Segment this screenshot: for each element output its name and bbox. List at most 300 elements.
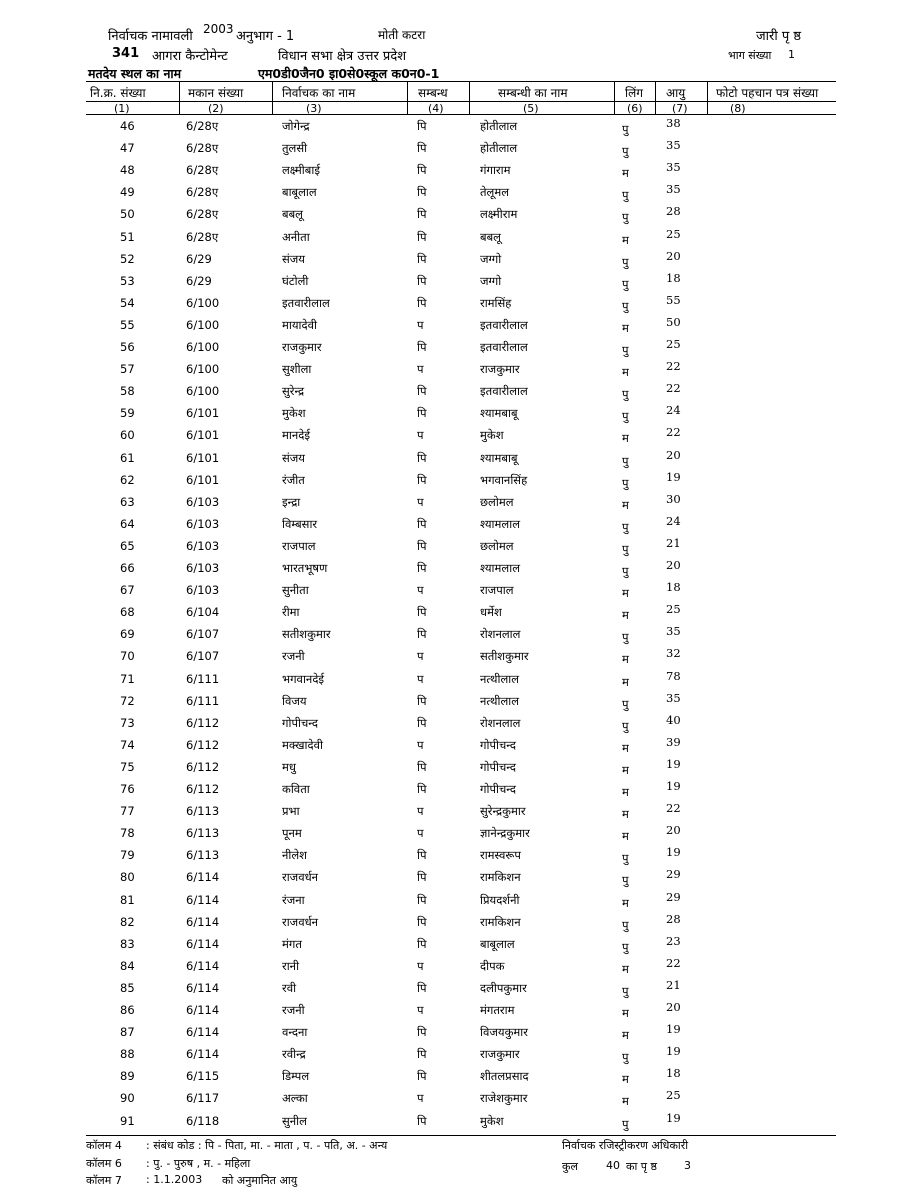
col-divider (469, 81, 470, 115)
cell-elector-name: गोपीचन्द (282, 715, 318, 730)
cell-serial: 75 (120, 759, 135, 774)
cell-elector-name: अल्का (282, 1091, 308, 1106)
cell-serial: 54 (120, 295, 135, 310)
cell-age: 35 (666, 182, 681, 197)
table-row (0, 889, 900, 913)
cell-serial: 83 (120, 936, 135, 951)
cell-relative-name: नत्थीलाल (480, 671, 520, 686)
cell-serial: 77 (120, 804, 135, 819)
table-row (0, 491, 900, 515)
cell-age: 19 (666, 1022, 681, 1037)
footer-col7-text: को अनुमानित आयु (222, 1174, 298, 1187)
cell-relation: प (417, 804, 424, 819)
cell-relative-name: गोपीचन्द (480, 737, 516, 752)
cell-relation: पि (417, 141, 427, 156)
col-divider (272, 81, 273, 115)
cell-sex: पु (622, 718, 629, 733)
table-row (0, 734, 900, 758)
cell-sex: म (622, 1028, 629, 1043)
cell-elector-name: राजकुमार (282, 340, 322, 354)
cell-relative-name: ज्ञानेन्द्रकुमार (480, 826, 530, 841)
cell-house-number: 6/117 (186, 1091, 220, 1106)
table-row (0, 447, 900, 471)
cell-age: 21 (666, 977, 681, 992)
cell-relation: पि (417, 759, 427, 774)
cell-age: 25 (666, 226, 681, 241)
constituency-name: आगरा कैन्टोमेन्ट (152, 49, 228, 64)
cell-age: 25 (666, 337, 681, 351)
cell-age: 35 (666, 624, 681, 639)
cell-serial: 57 (120, 362, 135, 377)
cell-sex: म (622, 431, 629, 446)
cell-age: 28 (666, 911, 681, 926)
cell-elector-name: इन्द्रा (282, 494, 301, 509)
cell-serial: 84 (120, 958, 135, 973)
cell-relation: पि (417, 870, 427, 885)
cell-relative-name: तेलूमल (480, 185, 510, 200)
cell-house-number: 6/107 (186, 649, 220, 664)
col-number: (1) (114, 102, 130, 115)
cell-elector-name: भगवानदेई (282, 671, 325, 686)
cell-sex: पु (622, 851, 629, 866)
cell-sex: म (622, 232, 629, 247)
table-row (0, 1110, 900, 1134)
cell-sex: पु (622, 298, 629, 313)
table-row (0, 182, 900, 205)
cell-sex: पु (622, 122, 629, 136)
cell-serial: 72 (120, 693, 135, 708)
cell-house-number: 6/101 (186, 428, 220, 443)
cell-relative-name: नत्थीलाल (480, 693, 520, 708)
table-row (0, 690, 900, 714)
cell-age: 30 (666, 491, 681, 506)
cell-house-number: 6/114 (186, 1003, 220, 1017)
cell-house-number: 6/100 (186, 295, 220, 310)
cell-house-number: 6/113 (186, 826, 220, 841)
cell-sex: पु (622, 453, 629, 468)
cell-house-number: 6/28ए (186, 229, 219, 244)
cell-age: 19 (666, 1044, 681, 1059)
polling-station-label: मतदेय स्थल का नाम (88, 66, 182, 81)
cell-elector-name: डिम्पल (282, 1069, 310, 1084)
cell-sex: म (622, 365, 629, 380)
cell-relative-name: बबलू (480, 229, 501, 244)
cell-sex: पु (622, 541, 629, 556)
cell-relation: पि (417, 914, 427, 929)
cell-serial: 74 (120, 737, 135, 752)
cell-relative-name: मुकेश (480, 1113, 504, 1128)
cell-elector-name: संजय (282, 450, 305, 465)
cell-house-number: 6/111 (186, 693, 220, 708)
table-row (0, 845, 900, 868)
cell-relative-name: बाबूलाल (480, 936, 515, 951)
cell-relation: पि (417, 980, 427, 995)
cell-age: 55 (666, 292, 681, 307)
table-row (0, 712, 900, 736)
cell-sex: पु (622, 630, 629, 645)
table-row (0, 425, 900, 448)
cell-relative-name: सतीशकुमार (480, 649, 529, 664)
cell-sex: म (622, 608, 629, 623)
cell-elector-name: तुलसी (282, 141, 308, 156)
cell-elector-name: सुनील (282, 1113, 307, 1128)
table-row (0, 513, 900, 537)
cell-relative-name: राजेशकुमार (480, 1091, 528, 1106)
cell-serial: 90 (120, 1091, 135, 1106)
cell-house-number: 6/114 (186, 892, 220, 907)
cell-relation: पि (417, 538, 427, 553)
cell-relative-name: रामसिंह (480, 295, 512, 310)
cell-age: 40 (666, 712, 681, 727)
col-number: (2) (208, 102, 224, 115)
table-row (0, 138, 900, 161)
cell-serial: 88 (120, 1047, 135, 1062)
cell-house-number: 6/101 (186, 406, 220, 421)
cell-age: 18 (666, 270, 681, 285)
cell-age: 20 (666, 558, 681, 572)
cell-relation: पि (417, 185, 427, 200)
col-header-elector: निर्वाचक का नाम (282, 86, 356, 100)
cell-age: 35 (666, 160, 681, 175)
cell-house-number: 6/113 (186, 804, 220, 819)
cell-house-number: 6/114 (186, 958, 220, 973)
cell-serial: 50 (120, 207, 135, 222)
cell-sex: म (622, 320, 629, 335)
cell-relative-name: मंगतराम (480, 1003, 515, 1017)
cell-relative-name: दलीपकुमार (480, 980, 527, 995)
cell-elector-name: बबलू (282, 207, 303, 222)
cell-age: 21 (666, 535, 681, 550)
cell-relative-name: विजयकुमार (480, 1025, 528, 1040)
cell-elector-name: भारतभूषण (282, 561, 328, 575)
cell-house-number: 6/114 (186, 980, 220, 995)
cell-elector-name: रजनी (282, 1003, 305, 1017)
cell-house-number: 6/100 (186, 384, 220, 399)
roll-title: निर्वाचक नामावली (108, 29, 193, 44)
cell-elector-name: मायादेवी (282, 317, 317, 332)
cell-age: 19 (666, 779, 681, 793)
cell-serial: 56 (120, 340, 135, 354)
table-row (0, 624, 900, 647)
cell-serial: 68 (120, 605, 135, 620)
table-row (0, 337, 900, 360)
cell-serial: 63 (120, 494, 135, 509)
table-row (0, 1022, 900, 1045)
cell-serial: 81 (120, 892, 135, 907)
table-row (0, 1044, 900, 1067)
cell-elector-name: मधु (282, 759, 296, 774)
cell-sex: पु (622, 564, 629, 578)
cell-relative-name: राजकुमार (480, 1047, 520, 1062)
col-divider (179, 81, 180, 115)
assembly-name: विधान सभा क्षेत्र उत्तर प्रदेश (278, 49, 407, 64)
cell-sex: पु (622, 210, 629, 225)
cell-age: 19 (666, 756, 681, 771)
cell-relation: प (417, 362, 424, 377)
cell-house-number: 6/29 (186, 273, 212, 288)
cell-sex: म (622, 1006, 629, 1020)
cell-age: 35 (666, 690, 681, 705)
cell-elector-name: विम्बसार (282, 516, 318, 531)
col-header-relative: सम्बन्धी का नाम (498, 86, 568, 100)
cell-sex: म (622, 586, 629, 601)
table-top-rule (86, 81, 836, 82)
cell-relation: पि (417, 715, 427, 730)
cell-age: 29 (666, 889, 681, 904)
cell-serial: 71 (120, 671, 135, 686)
cell-relation: प (417, 583, 424, 598)
cell-elector-name: सुनीता (282, 583, 309, 598)
cell-house-number: 6/114 (186, 1025, 220, 1040)
header-rule (86, 101, 836, 102)
cell-elector-name: रानी (282, 958, 300, 973)
col-number: (7) (672, 102, 688, 115)
cell-relation: प (417, 494, 424, 509)
cell-relation: पि (417, 936, 427, 951)
cell-relation: पि (417, 163, 427, 178)
cell-house-number: 6/114 (186, 914, 220, 929)
cell-relation: पि (417, 1113, 427, 1128)
cell-sex: पु (622, 343, 629, 357)
table-row (0, 314, 900, 338)
cell-age: 19 (666, 845, 681, 860)
cell-elector-name: मंगत (282, 936, 302, 951)
footer-col6-label: कॉलम 6 (86, 1157, 122, 1170)
cell-house-number: 6/101 (186, 472, 220, 487)
cell-house-number: 6/112 (186, 715, 220, 730)
cell-age: 50 (666, 314, 681, 329)
table-row (0, 977, 900, 1001)
cell-sex: पु (622, 409, 629, 424)
cell-serial: 89 (120, 1069, 135, 1084)
table-row (0, 1066, 900, 1089)
table-row (0, 1088, 900, 1111)
cell-serial: 48 (120, 163, 135, 178)
cell-relative-name: श्यामलाल (480, 516, 520, 531)
col-number: (4) (428, 102, 444, 115)
cell-relation: पि (417, 693, 427, 708)
cell-age: 25 (666, 1088, 681, 1103)
cell-sex: म (622, 674, 629, 689)
cell-relative-name: लक्ष्मीराम (480, 207, 518, 222)
table-row (0, 911, 900, 935)
footer-col4-text: : संबंध कोड : पि - पिता, मा. - माता , प. - पति, अ. - अन्य (146, 1139, 388, 1152)
table-row (0, 359, 900, 382)
cell-relative-name: होतीलाल (480, 141, 518, 156)
table-row (0, 270, 900, 294)
cell-sex: म (622, 829, 629, 844)
cell-house-number: 6/29 (186, 251, 212, 266)
cell-relation: पि (417, 892, 427, 907)
polling-station-name: एम0डी0जैन0 इा0से0स्कूल क0न0-1 (258, 66, 440, 81)
cell-age: 38 (666, 116, 681, 130)
cell-relative-name: श्यामलाल (480, 561, 520, 575)
table-row (0, 602, 900, 625)
cell-age: 24 (666, 513, 681, 528)
cell-elector-name: राजवर्धन (282, 870, 319, 885)
table-row (0, 204, 900, 227)
col-number: (8) (730, 102, 746, 115)
cell-house-number: 6/100 (186, 362, 220, 377)
table-row (0, 801, 900, 824)
table-row (0, 823, 900, 846)
table-row (0, 160, 900, 183)
cell-relation: पि (417, 384, 427, 399)
part-label: भाग संख्या (728, 49, 772, 62)
cell-serial: 80 (120, 870, 135, 885)
cell-serial: 69 (120, 627, 135, 642)
cell-sex: पु (622, 519, 629, 534)
cell-relative-name: होतीलाल (480, 119, 518, 133)
cell-house-number: 6/111 (186, 671, 220, 686)
footer-total-label: कुल (562, 1160, 578, 1173)
cell-elector-name: वन्दना (282, 1025, 308, 1040)
part-number: 1 (788, 48, 795, 61)
cell-relation: पि (417, 848, 427, 863)
cell-serial: 52 (120, 251, 135, 266)
cell-age: 22 (666, 425, 681, 440)
cell-relation: पि (417, 207, 427, 222)
cell-house-number: 6/103 (186, 561, 220, 575)
table-row (0, 535, 900, 559)
cell-age: 32 (666, 646, 681, 661)
cell-relation: पि (417, 627, 427, 642)
cell-relative-name: श्यामबाबू (480, 406, 518, 421)
cell-elector-name: रवी (282, 980, 297, 995)
cell-serial: 73 (120, 715, 135, 730)
cell-house-number: 6/114 (186, 870, 220, 885)
cell-relation: प (417, 1003, 424, 1017)
cell-sex: म (622, 961, 629, 976)
cell-age: 20 (666, 248, 681, 263)
cell-elector-name: रीमा (282, 605, 300, 620)
cell-serial: 53 (120, 273, 135, 288)
table-row (0, 469, 900, 493)
cell-elector-name: सुशीला (282, 362, 312, 377)
cell-relation: प (417, 826, 424, 841)
col-divider (707, 81, 708, 115)
cell-house-number: 6/118 (186, 1113, 220, 1128)
cell-relative-name: रोशनलाल (480, 715, 521, 730)
col-divider (655, 81, 656, 115)
cell-relative-name: रोशनलाल (480, 627, 521, 642)
cell-serial: 61 (120, 450, 135, 465)
col-number: (3) (306, 102, 322, 115)
cell-relation: पि (417, 516, 427, 531)
cell-house-number: 6/101 (186, 450, 220, 465)
cell-elector-name: बाबूलाल (282, 185, 317, 200)
table-row (0, 933, 900, 957)
cell-sex: पु (622, 1050, 629, 1065)
table-row (0, 1000, 900, 1023)
cell-elector-name: रवीन्द्र (282, 1047, 306, 1062)
cell-relation: प (417, 1091, 424, 1106)
cell-serial: 55 (120, 317, 135, 332)
cell-sex: पु (622, 387, 629, 402)
cell-serial: 47 (120, 141, 135, 156)
cell-elector-name: संजय (282, 251, 305, 266)
cell-relation: पि (417, 340, 427, 354)
cell-sex: म (622, 1094, 629, 1109)
cell-house-number: 6/112 (186, 759, 220, 774)
cell-sex: पु (622, 276, 629, 291)
cell-serial: 46 (120, 119, 135, 133)
cell-serial: 87 (120, 1025, 135, 1040)
cell-sex: म (622, 497, 629, 512)
cell-relative-name: राजकुमार (480, 362, 520, 377)
col-header-age: आयु (666, 86, 686, 100)
cell-serial: 91 (120, 1113, 135, 1128)
cell-age: 20 (666, 823, 681, 838)
col-number: (6) (627, 102, 643, 115)
cell-age: 19 (666, 1110, 681, 1125)
page-status: जारी पृ ष्ठ (756, 29, 802, 44)
cell-relative-name: जग्गो (480, 251, 502, 266)
cell-age: 23 (666, 933, 681, 948)
colnum-rule (86, 114, 836, 115)
cell-age: 20 (666, 447, 681, 462)
cell-relative-name: छलोमल (480, 538, 514, 553)
cell-age: 19 (666, 469, 681, 484)
locality-name: मोती कटरा (378, 28, 426, 42)
cell-elector-name: राजवर्धन (282, 914, 319, 929)
cell-age: 20 (666, 1000, 681, 1014)
cell-house-number: 6/104 (186, 605, 220, 620)
cell-relative-name: इतवारीलाल (480, 384, 528, 399)
cell-serial: 65 (120, 538, 135, 553)
cell-relation: प (417, 958, 424, 973)
cell-house-number: 6/103 (186, 583, 220, 598)
cell-relation: पि (417, 472, 427, 487)
footer-col7-label: कॉलम 7 (86, 1174, 122, 1187)
cell-age: 22 (666, 381, 681, 396)
cell-serial: 66 (120, 561, 135, 575)
cell-serial: 60 (120, 428, 135, 443)
cell-age: 22 (666, 359, 681, 374)
cell-house-number: 6/113 (186, 848, 220, 863)
cell-elector-name: विजय (282, 693, 307, 708)
cell-relative-name: इतवारीलाल (480, 317, 528, 332)
col-divider (614, 81, 615, 115)
cell-sex: पु (622, 254, 629, 269)
footer-officer: निर्वाचक रजिस्ट्रीकरण अधिकारी (562, 1139, 689, 1152)
cell-sex: पु (622, 144, 629, 159)
cell-sex: म (622, 785, 629, 799)
cell-sex: पु (622, 188, 629, 203)
cell-age: 78 (666, 668, 681, 683)
footer-page-number: 3 (684, 1159, 691, 1172)
cell-relative-name: रामकिशन (480, 914, 521, 929)
cell-relation: पि (417, 1047, 427, 1062)
cell-elector-name: घंटोली (282, 273, 309, 288)
table-row (0, 381, 900, 404)
cell-serial: 85 (120, 980, 135, 995)
table-row (0, 226, 900, 250)
cell-sex: पु (622, 1116, 629, 1131)
footer-col6-text: : पु. - पुरुष , म. - महिला (146, 1157, 251, 1170)
cell-house-number: 6/100 (186, 317, 220, 332)
cell-sex: पु (622, 873, 629, 888)
cell-relation: प (417, 671, 424, 686)
cell-relative-name: रामकिशन (480, 870, 521, 885)
cell-relation: प (417, 317, 424, 332)
table-row (0, 558, 900, 581)
cell-age: 25 (666, 602, 681, 617)
cell-sex: पु (622, 983, 629, 998)
cell-house-number: 6/28ए (186, 207, 219, 222)
cell-relation: पि (417, 450, 427, 465)
roll-subpart: अनुभाग - 1 (236, 29, 295, 44)
